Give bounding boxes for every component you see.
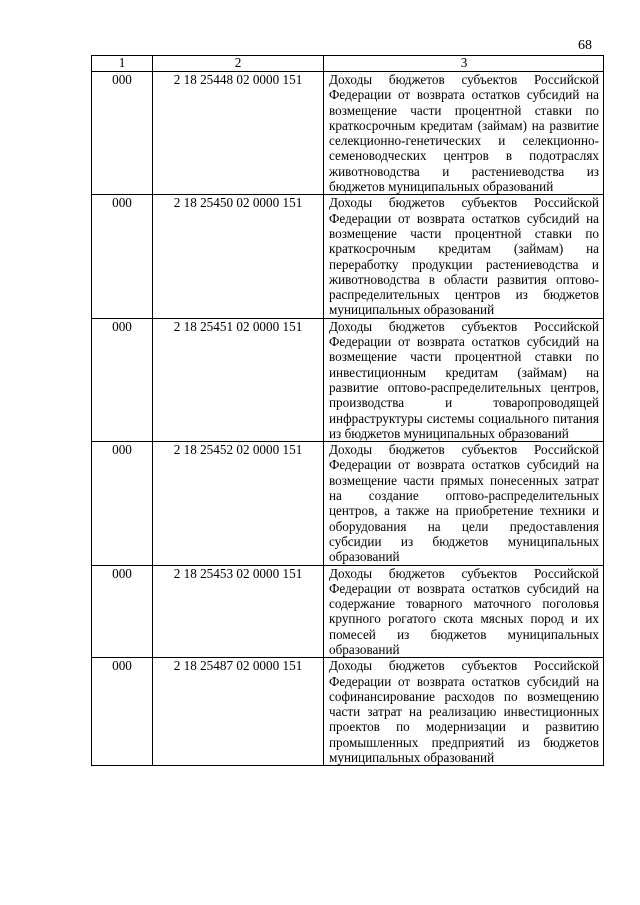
description-cell: Доходы бюджетов субъектов Российской Федерации от возврата остатков субсидий на содержание товарного маточного поголовья крупного рогатого скота мясных пород и их помесей из бюджетов муниципальных образований [324,565,604,658]
page-number: 68 [578,38,592,53]
admin-code-cell: 000 [92,72,153,195]
budget-table [91,55,604,766]
kbk-code-cell: 2 18 25450 02 0000 151 [153,195,324,318]
kbk-code-cell: 2 18 25448 02 0000 151 [153,72,324,195]
description-cell: Доходы бюджетов субъектов Российской Федерации от возврата остатков субсидий на возмещение части прямых понесенных затрат на создание оптово-распределительных центров, а также на приобретение техники и оборудования на цели предоставления субсидии из бюджетов муниципальных образований [324,442,604,565]
table-header-row [92,56,604,72]
header-col-3: 3 [324,56,604,72]
table-row [92,442,604,565]
header-col-1: 1 [92,56,153,72]
table-row [92,72,604,195]
description-cell: Доходы бюджетов субъектов Российской Федерации от возврата остатков субсидий на софинансирование расходов по возмещению части затрат на реализацию инвестиционных проектов по модернизации и развитию промышленных предприятий из бюджетов муниципальных образований [324,658,604,766]
description-cell: Доходы бюджетов субъектов Российской Федерации от возврата остатков субсидий на возмещение части процентной ставки по краткосрочным кредитам (займам) на переработку продукции растениеводства и животноводства в области развития оптово-распределительных центров из бюджетов муниципальных образований [324,195,604,318]
table-row [92,658,604,766]
table-row [92,565,604,658]
admin-code-cell: 000 [92,658,153,766]
kbk-code-cell: 2 18 25487 02 0000 151 [153,658,324,766]
kbk-code-cell: 2 18 25452 02 0000 151 [153,442,324,565]
table-row [92,195,604,318]
admin-code-cell: 000 [92,195,153,318]
admin-code-cell: 000 [92,565,153,658]
description-cell: Доходы бюджетов субъектов Российской Федерации от возврата остатков субсидий на возмещение части процентной ставки по инвестиционным кредитам (займам) на развитие оптово-распределительных центров, производства и товаропроводящей инфраструктуры системы социального питания из бюджетов муниципальных образований [324,318,604,441]
kbk-code-cell: 2 18 25451 02 0000 151 [153,318,324,441]
header-col-2: 2 [153,56,324,72]
admin-code-cell: 000 [92,318,153,441]
table-row [92,318,604,441]
kbk-code-cell: 2 18 25453 02 0000 151 [153,565,324,658]
description-cell: Доходы бюджетов субъектов Российской Федерации от возврата остатков субсидий на возмещение части процентной ставки по краткосрочным кредитам (займам) на развитие селекционно-генетических и селекционно-семеноводческих центров в подотраслях животноводства и растениеводства из бюджетов муниципальных образований [324,72,604,195]
admin-code-cell: 000 [92,442,153,565]
